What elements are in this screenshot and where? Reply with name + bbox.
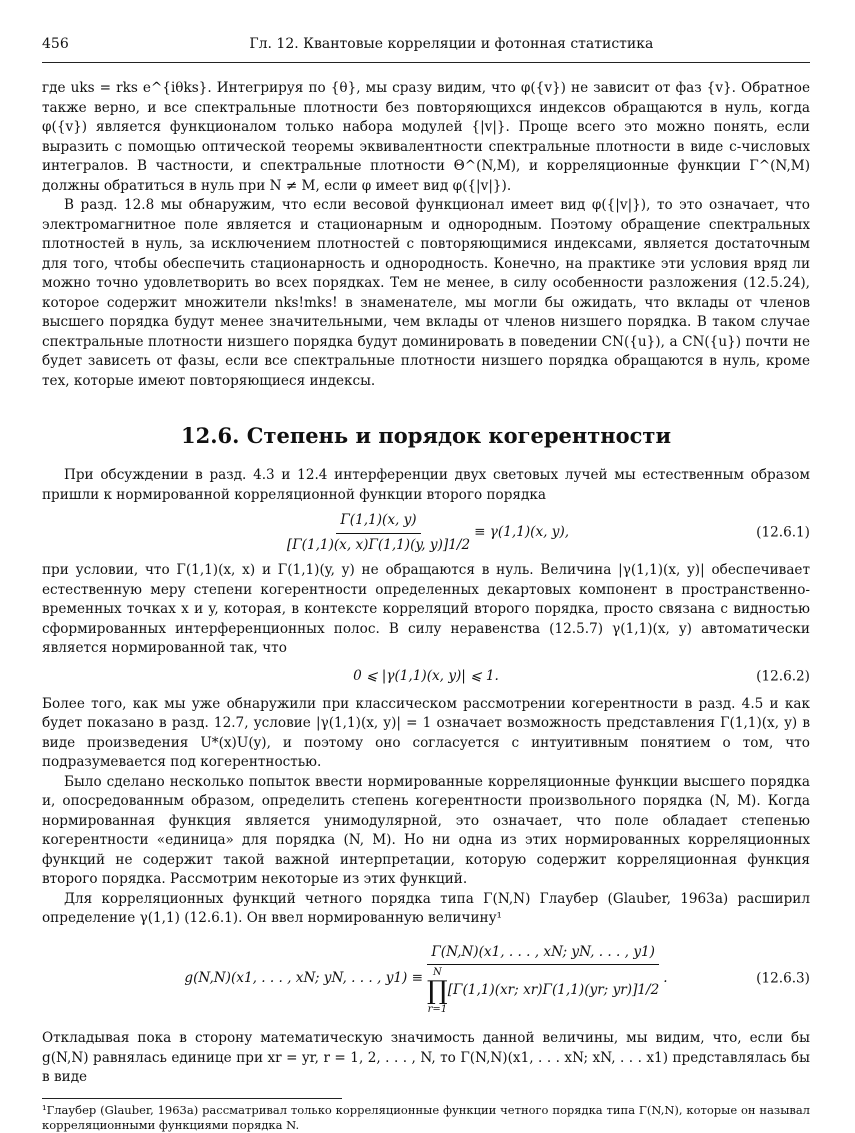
eq1-number: (12.6.1): [756, 524, 810, 541]
footnote-rule: [42, 1098, 342, 1099]
eq3-denominator: [Γ(1,1)(xr; xr)Γ(1,1)(yr; yr)]1/2: [447, 982, 660, 999]
paragraph-1: где uks = rks e^{iθks}. Интегрируя по {θ}, мы сразу видим, что φ({v}) не зависит от фаз {v}. Обратное также верно, и все спектральные плотности без повторяющихся индексов обращаются в нуль, когда φ({v}) является функционалом только набора модулей {|v|}. Проще всего это можно понять, если выразить с помощью оптической теоремы эквивалентности спектральные плотности в виде c-числовых интегралов. В частности, и спектральные плотности Θ^(N,M), и корреляционные функции Γ^(N,M) должны обратиться в нуль при N ≠ M, если φ имеет вид φ({|v|}).: [42, 80, 810, 194]
running-header: [42, 36, 810, 63]
paragraph-after-eq2: Более того, как мы уже обнаружили при классическом рассмотрении когерентности в разд. 4.5 и как будет показано в разд. 12.7, условие |γ(1,1)(x, y)| = 1 означает возможность представления Γ(1,1)(x, y) в виде произведения U*(x)U(y), и поэтому оно согласуется с интуитивным понятием о том, что подразумевается под когерентностью.: [42, 695, 810, 770]
paragraph-glauber: Для корреляционных функций четного порядка типа Γ(N,N) Глаубер (Glauber, 1963a) расширил определение γ(1,1) (12.6.1). Он ввел нормированную величину¹: [42, 890, 810, 926]
prod-upper: N: [433, 967, 442, 978]
eq3-number: (12.6.3): [756, 970, 810, 986]
eq1-fraction: [287, 511, 470, 555]
paragraph-2: В разд. 12.8 мы обнаружим, что если весовой функционал имеет вид φ({|v|}), то это означает, что электромагнитное поле является и стационарным и однородным. Поэтому обращение спектральных плотностей в нуль, за исключением плотностей с повторяющимися индексами, является достаточным для того, чтобы обеспечить стационарность и однородность. Конечно, на практике эти условия вряд ли можно точно удовлетворить во всех порядках. Тем не менее, в силу особенности разложения (12.5.24), которое содержит множители nks!mks! в знаменателе, мы могли бы ожидать, что вклады от членов высшего порядка будут менее значительными, чем вклады от членов низшего порядка. В таком случае спектральные плотности низшего порядка будут доминировать в поведении CN({u}), а CN({u}) почти не будет зависеть от фазы, если все спектральные плотности низшего порядка обращаются в нуль, кроме тех, которые имеют повторяющиеся индексы.: [42, 197, 810, 389]
page-number: 456: [42, 36, 69, 52]
paragraph-attempts: Было сделано несколько попыток ввести нормированные корреляционные функции высшего порядка и, опосредованным образом, определить степень когерентности произвольного порядка (N, M). Когда нормированная функция является унимодулярной, это означает, что поле обладает степенью когерентности «единица» для порядка (N, M). Но ни одна из этих нормированных корреляционных функций не содержит такой важной интерпретации, которую содержит корреляционная функция второго порядка. Рассмотрим некоторые из этих функций.: [42, 773, 810, 887]
prod-sign: ∏: [427, 976, 448, 1006]
equation-12-6-1: [42, 511, 810, 555]
eq2-number: (12.6.2): [756, 667, 810, 684]
body-text-section: [42, 466, 810, 1088]
eq3-numerator: Γ(N,N)(x1, . . . , xN; yN, . . . , y1): [427, 943, 659, 966]
eq3-fraction: [427, 943, 659, 1016]
eq1-rhs: ≡ γ(1,1)(x, y),: [474, 524, 570, 541]
eq3-denominator-group: [427, 965, 659, 1015]
page: [42, 36, 810, 1133]
paragraph-intro: При обсуждении в разд. 4.3 и 12.4 интерференции двух световых лучей мы естественным образом пришли к нормированной корреляционной функции второго порядка: [42, 467, 810, 503]
paragraph-after-eq1: при условии, что Γ(1,1)(x, x) и Γ(1,1)(y, y) не обращаются в нуль. Величина |γ(1,1)(x, y)| обеспечивает естественную меру степени когерентности определенных декартовых компонент в пространственно-временных точках x и y, которая, в контексте корреляций второго порядка, просто связана с видностью сформированных интерференционных полос. В силу неравенства (12.5.7) γ(1,1)(x, y) автоматически является нормированной так, что: [42, 562, 810, 656]
footnote: ¹Глаубер (Glauber, 1963a) рассматривал только корреляционные функции четного порядка типа Γ(N,N), которые он называл корреляционными функциями порядка N.: [42, 1102, 810, 1132]
product-symbol: [427, 967, 448, 1015]
eq2-text: 0 ⩽ |γ(1,1)(x, y)| ⩽ 1.: [353, 667, 499, 684]
equation-12-6-3: [42, 943, 810, 1016]
eq3-lhs: g(N,N)(x1, . . . , xN; yN, . . . , y1) ≡: [184, 970, 424, 986]
prod-lower: r=1: [427, 1004, 448, 1015]
section-title: 12.6. Степень и порядок когерентности: [180, 423, 672, 448]
eq1-denominator: [Γ(1,1)(x, x)Γ(1,1)(y, y)]1/2: [286, 536, 471, 553]
paragraph-last: Откладывая пока в сторону математическую значимость данной величины, мы видим, что, если бы g(N,N) равнялась единице при xr = yr, r = 1, 2, . . . , N, то Γ(N,N)(x1, . . . xN; xN, . . . x1) представлялась бы в виде: [42, 1030, 810, 1085]
eq3-period: .: [663, 970, 668, 986]
eq1-numerator: Γ(1,1)(x, y): [336, 511, 420, 534]
equation-12-6-2: [42, 665, 810, 689]
body-text-top: [42, 79, 810, 391]
running-title: Гл. 12. Квантовые корреляции и фотонная статистика: [249, 36, 654, 52]
